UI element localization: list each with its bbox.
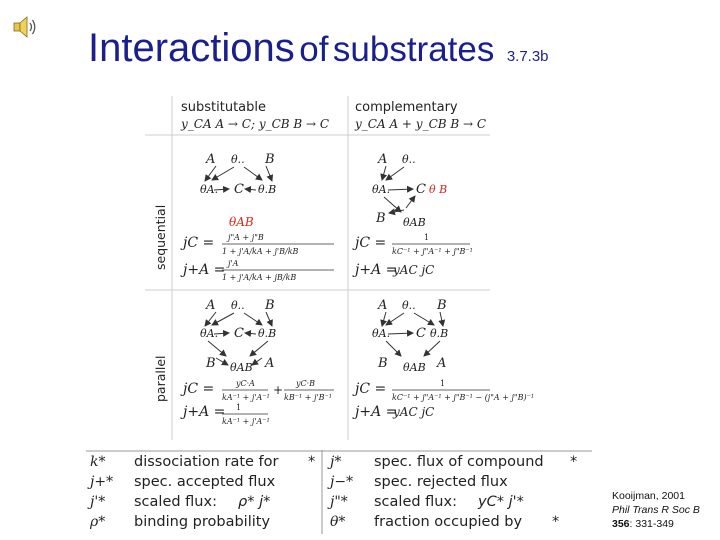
svg-text:θ..: θ.. bbox=[402, 299, 416, 312]
col-header-substitutable: substitutable bbox=[181, 100, 267, 115]
title-word-of: of bbox=[299, 30, 329, 69]
svg-text:θ..: θ.. bbox=[231, 153, 245, 166]
svg-text:C: C bbox=[234, 326, 244, 341]
svg-text:j+A =: j+A = bbox=[355, 404, 398, 420]
reaction-complementary: y_CA A + y_CB B → C bbox=[355, 117, 487, 131]
svg-text:1: 1 bbox=[236, 403, 242, 412]
svg-text:θ..: θ.. bbox=[402, 153, 416, 166]
diagram-seq-sub bbox=[200, 152, 276, 229]
svg-text:B: B bbox=[378, 356, 388, 371]
svg-text:jC =: jC = bbox=[355, 235, 387, 251]
title-word-interactions: Interactions bbox=[88, 26, 295, 70]
svg-text:θ..: θ.. bbox=[231, 299, 245, 312]
equations-par-sub bbox=[180, 379, 334, 426]
svg-text:C: C bbox=[416, 182, 426, 197]
svg-text:A: A bbox=[437, 356, 447, 371]
legend-symbol: k* bbox=[90, 454, 106, 470]
citation-volume-pages: 356: 331-349 bbox=[612, 518, 674, 530]
symbol-legend: k* dissociation rate for * j+* spec. accepted flux j'* scaled flux: ρ* j* ρ* binding probability j* spec. flux of compound * j−* spec. rejected flux j"* scaled flux: yC* j'* θ* fraction occupied by * bbox=[86, 450, 592, 534]
svg-text:kB⁻¹ + j'B⁻¹: kB⁻¹ + j'B⁻¹ bbox=[284, 393, 332, 402]
svg-text:A: A bbox=[206, 152, 216, 167]
svg-text:θA.: θA. bbox=[200, 183, 219, 196]
svg-text:A: A bbox=[378, 152, 388, 167]
svg-text:kC⁻¹ + j"A⁻¹ + j"B⁻¹: kC⁻¹ + j"A⁻¹ + j"B⁻¹ bbox=[392, 247, 473, 256]
svg-text:θ.B: θ.B bbox=[258, 183, 277, 196]
legend-symbol: θ* bbox=[330, 514, 346, 530]
svg-text:yAC jC: yAC jC bbox=[393, 405, 435, 419]
svg-text:j+A =: j+A = bbox=[355, 262, 398, 278]
svg-text:kC⁻¹ + j"A⁻¹ + j"B⁻¹ − (j"A +: kC⁻¹ + j"A⁻¹ + j"B⁻¹ − (j"A + j"B)⁻¹ bbox=[392, 393, 535, 402]
svg-text:θA.: θA. bbox=[372, 183, 391, 196]
svg-text:θ B: θ B bbox=[429, 183, 448, 196]
svg-text:yC·A: yC·A bbox=[236, 379, 255, 388]
citation bbox=[612, 489, 720, 531]
svg-text:jC =: jC = bbox=[183, 381, 215, 397]
svg-text:B: B bbox=[265, 152, 275, 167]
svg-text:1 + j'A/kA + jB/kB: 1 + j'A/kA + jB/kB bbox=[222, 273, 297, 282]
svg-text:1 + j'A/kA + j'B/kB: 1 + j'A/kA + j'B/kB bbox=[222, 247, 299, 256]
svg-text:A: A bbox=[206, 298, 216, 313]
svg-text:kA⁻¹ + j'A⁻¹: kA⁻¹ + j'A⁻¹ bbox=[222, 393, 270, 402]
svg-text:j+A =: j+A = bbox=[183, 262, 226, 278]
diagram-par-comp bbox=[372, 298, 448, 374]
legend-symbol: j'* bbox=[90, 494, 106, 510]
svg-text:C: C bbox=[234, 182, 244, 197]
equations-par-comp bbox=[352, 379, 534, 420]
svg-text:j'A: j'A bbox=[228, 259, 239, 268]
row-label-sequential: sequential bbox=[153, 204, 168, 270]
citation-author: Kooijman, 2001 bbox=[612, 490, 685, 502]
equations-seq-comp bbox=[352, 233, 473, 278]
svg-text:B: B bbox=[376, 211, 386, 226]
svg-text:jC =: jC = bbox=[355, 381, 387, 397]
col-header-complementary: complementary bbox=[355, 100, 458, 115]
svg-text:θAB: θAB bbox=[229, 215, 254, 229]
svg-text:A: A bbox=[378, 298, 388, 313]
svg-text:B: B bbox=[206, 356, 216, 371]
citation-journal: Phil Trans R Soc B bbox=[612, 504, 700, 516]
svg-text:j+A =: j+A = bbox=[183, 404, 226, 420]
svg-text:θ.B: θ.B bbox=[258, 327, 277, 340]
legend-symbol: ρ* bbox=[90, 514, 106, 530]
svg-text:1: 1 bbox=[424, 233, 430, 242]
svg-text:C: C bbox=[416, 326, 426, 341]
legend-symbol: j"* bbox=[330, 494, 348, 510]
svg-text:+: + bbox=[273, 383, 284, 397]
legend-symbol: j−* bbox=[330, 474, 354, 490]
svg-text:yAC jC: yAC jC bbox=[393, 263, 435, 277]
svg-text:kA⁻¹ + j'A⁻¹: kA⁻¹ + j'A⁻¹ bbox=[222, 417, 270, 426]
legend-symbol: j* bbox=[330, 454, 342, 470]
svg-text:B: B bbox=[437, 298, 447, 313]
svg-text:θAB: θAB bbox=[403, 361, 426, 374]
svg-text:1: 1 bbox=[440, 379, 446, 388]
svg-text:j"A + j"B: j"A + j"B bbox=[228, 233, 264, 242]
svg-text:θ.B: θ.B bbox=[430, 327, 449, 340]
reaction-substitutable: y_CA A → C; y_CB B → C bbox=[181, 117, 330, 131]
svg-text:yC·B: yC·B bbox=[296, 379, 316, 388]
svg-text:B: B bbox=[265, 298, 275, 313]
diagram-par-sub bbox=[200, 298, 276, 374]
svg-text:jC =: jC = bbox=[183, 235, 215, 251]
svg-text:θA.: θA. bbox=[200, 327, 219, 340]
equations-seq-sub bbox=[180, 233, 334, 282]
row-label-parallel: parallel bbox=[153, 355, 168, 402]
section-number: 3.7.3b bbox=[506, 48, 549, 65]
diagram-seq-comp bbox=[372, 152, 447, 229]
svg-text:θAB: θAB bbox=[230, 361, 253, 374]
svg-text:θAB: θAB bbox=[403, 216, 426, 229]
title-word-substrates: substrates bbox=[332, 30, 495, 69]
svg-text:θA.: θA. bbox=[372, 327, 391, 340]
legend-symbol: j+* bbox=[90, 474, 114, 490]
svg-text:A: A bbox=[265, 356, 275, 371]
